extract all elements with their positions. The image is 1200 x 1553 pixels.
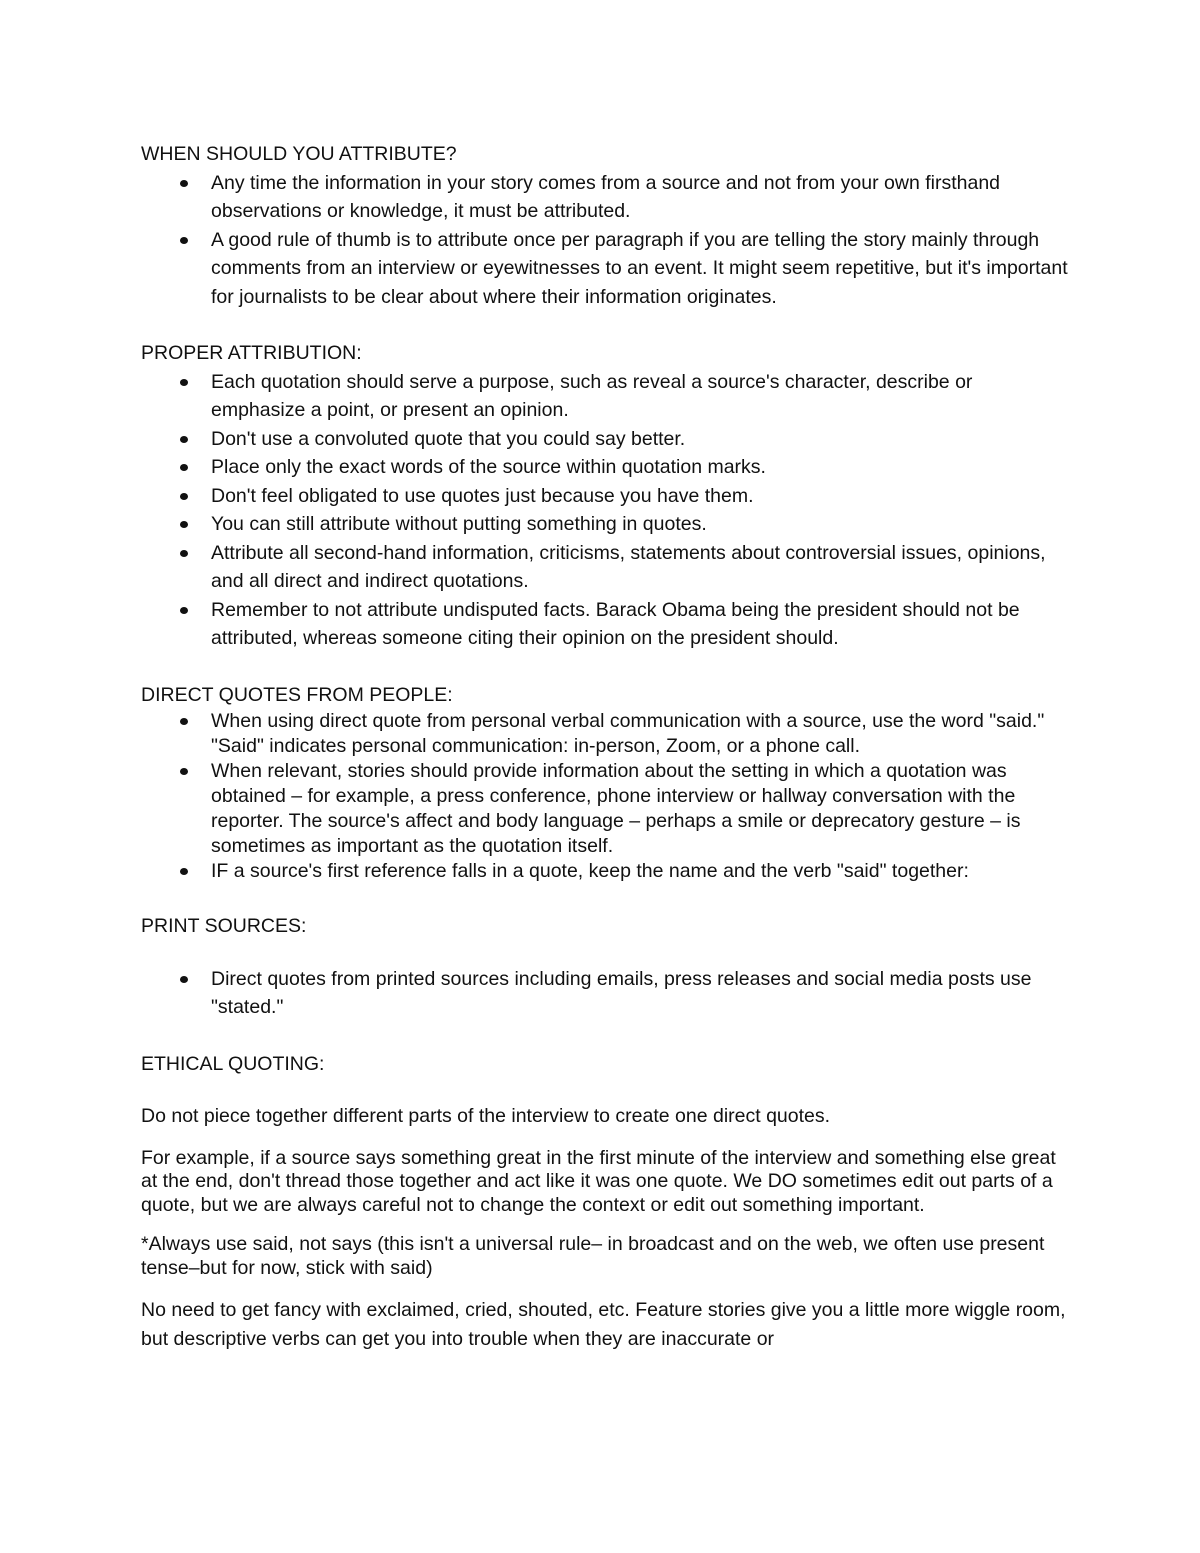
list-item: You can still attribute without putting something in quotes. <box>141 510 1071 539</box>
document-page <box>141 140 1071 1353</box>
list-item: Attribute all second-hand information, criticisms, statements about controversial issues, opinions, and all direct and indirect quotations. <box>141 539 1071 596</box>
heading-when-to-attribute: WHEN SHOULD YOU ATTRIBUTE? <box>141 143 457 165</box>
bullet-icon <box>180 607 188 614</box>
paragraph-ethical-1: Do not piece together different parts of the interview to create one direct quotes. <box>141 1105 831 1127</box>
list-item: A good rule of thumb is to attribute once per paragraph if you are telling the story mainly through comments from an interview or eyewitnesses to an event. It might seem repetitive, but it's important for journalists to be clear about where their information originates. <box>141 226 1071 312</box>
list-item: Any time the information in your story comes from a source and not from your own firsthand observations or knowledge, it must be attributed. <box>141 169 1071 226</box>
paragraph-ethical-4: No need to get fancy with exclaimed, cried, shouted, etc. Feature stories give you a little more wiggle room, but descriptive verbs can get you into trouble when they are inaccurate or <box>141 1299 1066 1350</box>
paragraph-ethical-3: *Always use said, not says (this isn't a universal rule– in broadcast and on the web, we often use present tense–but for now, stick with said) <box>141 1233 1045 1279</box>
list-item: Remember to not attribute undisputed facts. Barack Obama being the president should not be attributed, whereas someone citing their opinion on the president should. <box>141 596 1071 653</box>
list-item: Direct quotes from printed sources including emails, press releases and social media posts use "stated." <box>141 965 1071 1022</box>
paragraph-ethical-2: For example, if a source says something great in the first minute of the interview and something else great at the end, don't thread those together and act like it was one quote. We DO sometimes edit out parts of a quote, but we are always careful not to change the context or edit out something important. <box>141 1146 1056 1216</box>
bullet-icon <box>180 379 188 386</box>
bullet-icon <box>180 718 188 725</box>
list-item: Each quotation should serve a purpose, such as reveal a source's character, describe or emphasize a point, or present an opinion. <box>141 368 1071 425</box>
bullet-icon <box>180 237 188 244</box>
list-item: Place only the exact words of the source within quotation marks. <box>141 453 1071 482</box>
heading-ethical-quoting: ETHICAL QUOTING: <box>141 1052 325 1075</box>
bullet-icon <box>180 521 188 528</box>
bullet-icon <box>180 976 188 983</box>
heading-proper-attribution: PROPER ATTRIBUTION: <box>141 342 362 364</box>
bullet-icon <box>180 180 188 187</box>
list-item: Don't feel obligated to use quotes just because you have them. <box>141 482 1071 511</box>
list-item: When using direct quote from personal verbal communication with a source, use the word "said." "Said" indicates personal communication: in-person, Zoom, or a phone call. <box>141 709 1071 759</box>
heading-print-sources: PRINT SOURCES: <box>141 915 307 937</box>
bullet-icon <box>180 868 188 875</box>
bullet-icon <box>180 493 188 500</box>
bullet-icon <box>180 436 188 443</box>
list-proper-attribution <box>141 368 1071 653</box>
list-item: IF a source's first reference falls in a quote, keep the name and the verb "said" together: <box>141 859 1071 884</box>
bullet-icon <box>180 464 188 471</box>
list-item: When relevant, stories should provide information about the setting in which a quotation was obtained – for example, a press conference, phone interview or hallway conversation with the reporter. The source's affect and body language – perhaps a smile or deprecatory gesture – is sometimes as important as the quotation itself. <box>141 759 1071 859</box>
list-when-to-attribute <box>141 169 1071 312</box>
heading-direct-quotes: DIRECT QUOTES FROM PEOPLE: <box>141 683 453 706</box>
bullet-icon <box>180 550 188 557</box>
bullet-icon <box>180 768 188 775</box>
list-print-sources <box>141 965 1071 1022</box>
list-direct-quotes <box>141 709 1071 884</box>
list-item: Don't use a convoluted quote that you could say better. <box>141 425 1071 454</box>
